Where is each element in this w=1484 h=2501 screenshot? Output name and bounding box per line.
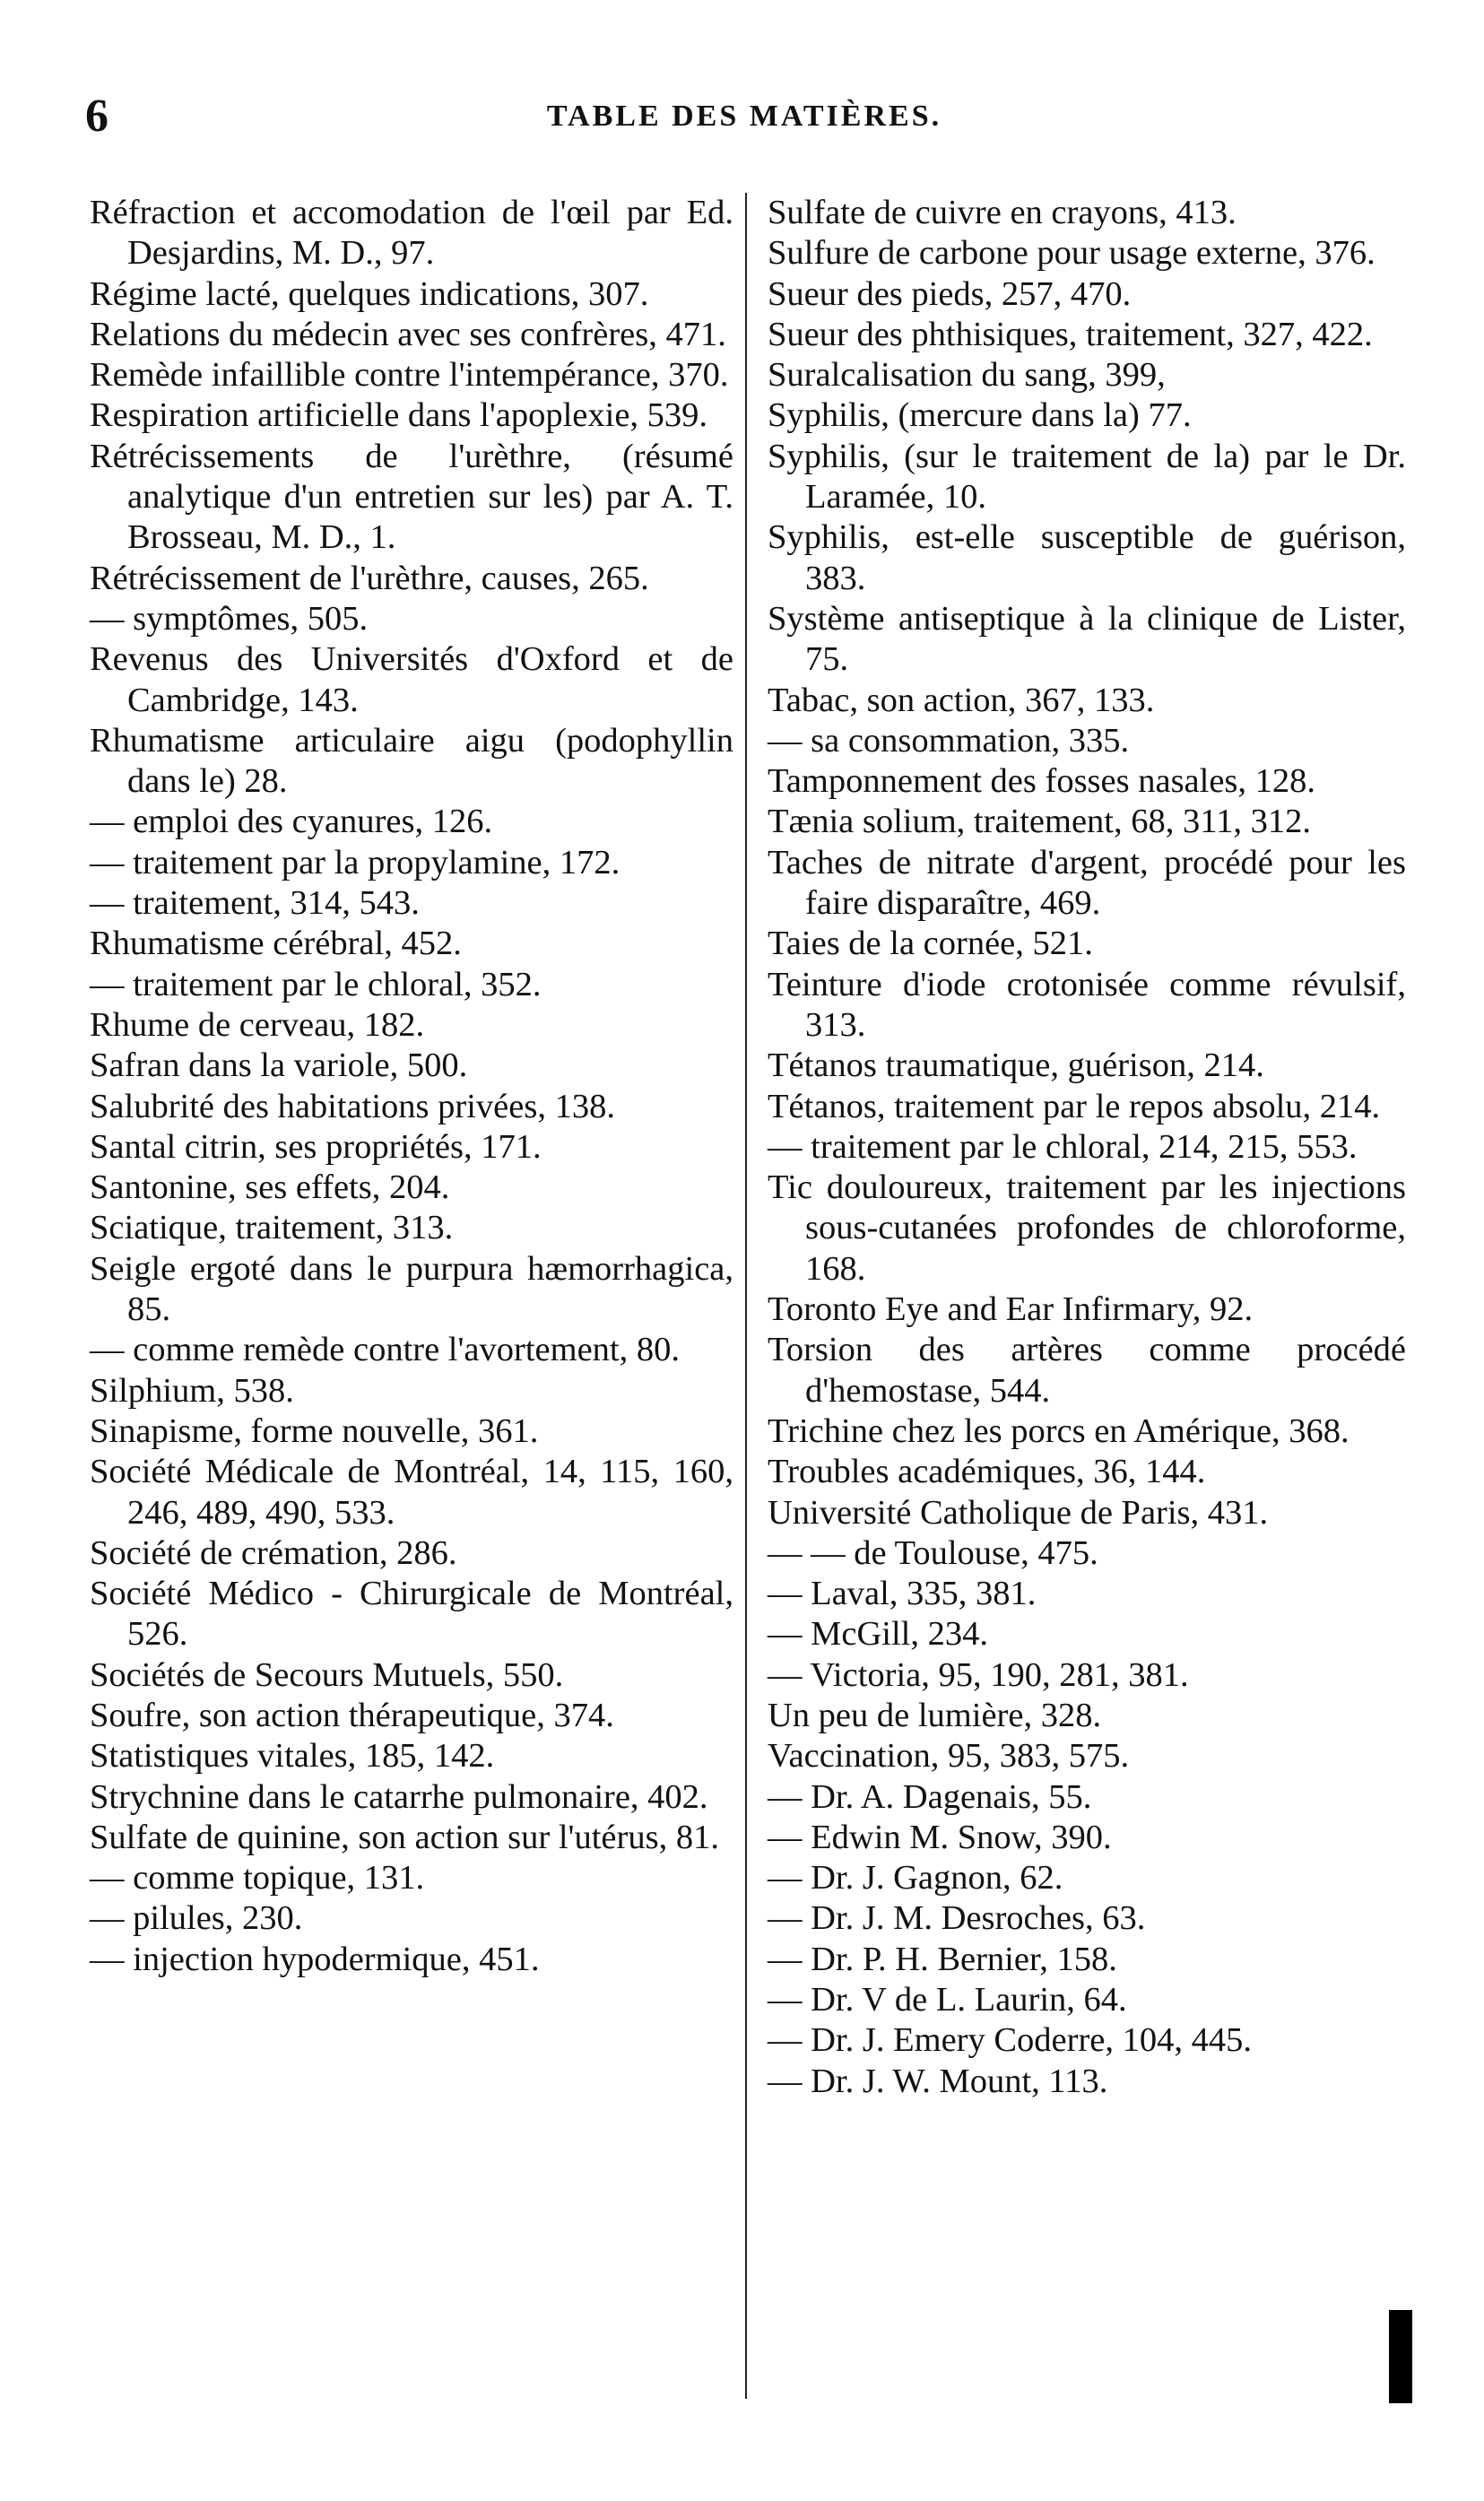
right-column	[768, 193, 1406, 2102]
edge-mark	[1389, 2310, 1412, 2403]
index-entry: Syphilis, (sur le traitement de la) par le Dr. Laramée, 10.	[768, 437, 1406, 517]
index-entry: Safran dans la variole, 500.	[90, 1046, 468, 1085]
index-entry: Tamponnement des fosses nasales, 128.	[768, 762, 1316, 801]
index-entry: — comme remède contre l'avortement, 80.	[90, 1331, 680, 1369]
index-entry: Sociétés de Secours Mutuels, 550.	[90, 1655, 564, 1694]
index-entry: — Dr. J. Gagnon, 62.	[768, 1859, 1063, 1897]
column-divider	[745, 193, 747, 2399]
index-entry: Un peu de lumière, 328.	[768, 1696, 1102, 1734]
index-entry: Seigle ergoté dans le purpura hæmorrhagica, 85.	[90, 1249, 733, 1329]
index-entry: Vaccination, 95, 383, 575.	[768, 1737, 1130, 1776]
index-entry: Torsion des artères comme procédé d'hemostase, 544.	[768, 1331, 1406, 1410]
index-entry: Revenus des Universités d'Oxford et de Cambridge, 143.	[90, 640, 733, 719]
index-entry: — comme topique, 131.	[90, 1859, 425, 1897]
index-entry: Toronto Eye and Ear Infirmary, 92.	[768, 1290, 1254, 1329]
index-entry: — traitement, 314, 543.	[90, 884, 420, 923]
index-entry: Régime lacté, quelques indications, 307.	[90, 274, 649, 313]
index-entry: Sulfate de quinine, son action sur l'utérus, 81.	[90, 1818, 719, 1856]
index-entry: Salubrité des habitations privées, 138.	[90, 1087, 615, 1125]
index-entry: Strychnine dans le catarrhe pulmonaire, 402.	[90, 1777, 708, 1816]
index-entry: Tænia solium, traitement, 68, 311, 312.	[768, 803, 1311, 841]
index-entry: Sueur des pieds, 257, 470.	[768, 274, 1132, 313]
index-entry: — injection hypodermique, 451.	[90, 1940, 540, 1978]
index-entry: Sueur des phthisiques, traitement, 327, 422.	[768, 315, 1373, 353]
index-entry: Université Catholique de Paris, 431.	[768, 1493, 1269, 1532]
index-entry: Rétrécissement de l'urèthre, causes, 265.	[90, 559, 649, 597]
index-entry: Relations du médecin avec ses confrères, 471.	[90, 315, 726, 353]
index-entry: Santonine, ses effets, 204.	[90, 1168, 450, 1207]
index-entry: Sulfate de cuivre en crayons, 413.	[768, 194, 1237, 231]
index-entry: — Dr. A. Dagenais, 55.	[768, 1777, 1092, 1816]
index-entry: — Dr. V de L. Laurin, 64.	[768, 1981, 1127, 2019]
index-entry: Tétanos traumatique, guérison, 214.	[768, 1046, 1264, 1085]
index-entry: — sa consommation, 335.	[768, 721, 1130, 760]
index-entry: — McGill, 234.	[768, 1615, 988, 1654]
index-entry: Remède infaillible contre l'intempérance, 370.	[90, 356, 729, 395]
index-entry: Teinture d'iode crotonisée comme révulsif, 313.	[768, 965, 1406, 1044]
index-entry: Tic douloureux, traitement par les injections sous-cutanées profondes de chloroforme, 168.	[768, 1168, 1406, 1288]
index-entry: Syphilis, est-elle susceptible de guérison, 383.	[768, 518, 1406, 597]
index-entry: Société Médico - Chirurgicale de Montréal, 526.	[90, 1575, 733, 1654]
index-entry: Rétrécissements de l'urèthre, (résumé analytique d'un entretien sur les) par A. T. Brosseau, M. D., 1.	[90, 437, 733, 557]
index-entry: Rhumatisme cérébral, 452.	[90, 925, 462, 963]
index-entry: Système antiseptique à la clinique de Lister, 75.	[768, 599, 1406, 679]
left-column	[90, 193, 733, 1980]
index-entry: Statistiques vitales, 185, 142.	[90, 1737, 495, 1776]
index-entry: — traitement par le chloral, 214, 215, 553.	[768, 1127, 1358, 1166]
index-entry: — Dr. P. H. Bernier, 158.	[768, 1940, 1117, 1978]
index-entry: Silphium, 538.	[90, 1371, 294, 1410]
index-entry: Respiration artificielle dans l'apoplexie, 539.	[90, 396, 708, 435]
page-number: 6	[85, 91, 108, 142]
index-entry: — Dr. J. Emery Coderre, 104, 445.	[768, 2021, 1252, 2060]
index-entry: Sinapisme, forme nouvelle, 361.	[90, 1411, 539, 1450]
index-entry: — Dr. J. M. Desroches, 63.	[768, 1899, 1146, 1938]
index-entry: Société Médicale de Montréal, 14, 115, 160, 246, 489, 490, 533.	[90, 1453, 733, 1532]
index-entry: — Victoria, 95, 190, 281, 381.	[768, 1655, 1189, 1694]
index-entry: — emploi des cyanures, 126.	[90, 803, 493, 841]
index-entry: Sulfure de carbone pour usage externe, 376.	[768, 234, 1376, 273]
index-entry: Troubles académiques, 36, 144.	[768, 1453, 1206, 1491]
index-entry: Taches de nitrate d'argent, procédé pour les faire disparaître, 469.	[768, 843, 1406, 923]
index-entry: Tabac, son action, 367, 133.	[768, 681, 1155, 719]
page-header	[85, 90, 1403, 143]
index-entry: Suralcalisation du sang, 399,	[768, 356, 1166, 395]
index-entry: Réfraction et accomodation de l'œil par Ed. Desjardins, M. D., 97.	[90, 194, 733, 273]
index-entry: Santal citrin, ses propriétés, 171.	[90, 1127, 542, 1166]
index-entry: — Laval, 335, 381.	[768, 1575, 1037, 1613]
index-entry: — pilules, 230.	[90, 1899, 303, 1938]
index-entry: Soufre, son action thérapeutique, 374.	[90, 1696, 614, 1734]
index-entry: Trichine chez les porcs en Amérique, 368.	[768, 1411, 1349, 1450]
index-entry: Rhume de cerveau, 182.	[90, 1005, 425, 1044]
index-entry: — Dr. J. W. Mount, 113.	[768, 2062, 1108, 2100]
index-entry: Syphilis, (mercure dans la) 77.	[768, 396, 1192, 435]
index-entry: — symptômes, 505.	[90, 599, 369, 638]
index-entry: — traitement par le chloral, 352.	[90, 965, 542, 1003]
index-entry: Sciatique, traitement, 313.	[90, 1209, 454, 1247]
index-entry: Tétanos, traitement par le repos absolu, 214.	[768, 1087, 1381, 1125]
index-entry: — Edwin M. Snow, 390.	[768, 1818, 1112, 1856]
index-entry: Rhumatisme articulaire aigu (podophyllin dans le) 28.	[90, 721, 733, 801]
running-title: TABLE DES MATIÈRES.	[546, 100, 942, 133]
index-entry: Société de crémation, 286.	[90, 1533, 457, 1572]
index-entry: Taies de la cornée, 521.	[768, 925, 1093, 963]
index-entry: — — de Toulouse, 475.	[768, 1533, 1098, 1572]
index-entry: — traitement par la propylamine, 172.	[90, 843, 621, 881]
